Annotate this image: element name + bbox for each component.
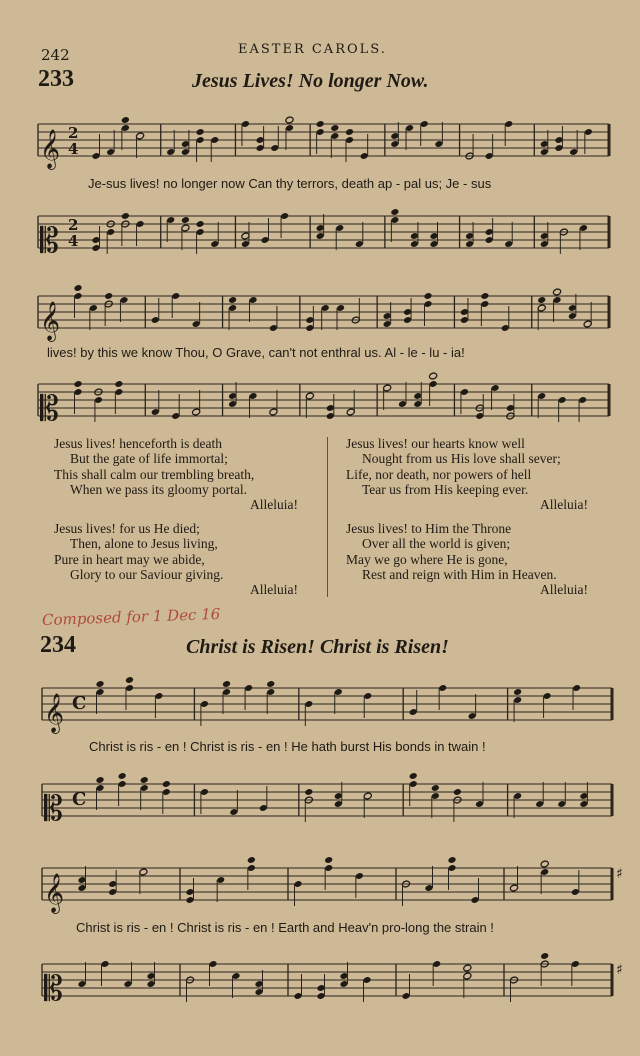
note-head bbox=[447, 856, 456, 864]
note-head bbox=[121, 116, 130, 124]
note-head bbox=[453, 788, 462, 796]
note-head bbox=[304, 788, 313, 796]
note-head bbox=[390, 208, 399, 216]
sharp-sign: ♯ bbox=[616, 962, 623, 978]
verse-3 bbox=[54, 521, 298, 597]
hymn-233-title: Jesus Lives! No longer Now. bbox=[192, 70, 429, 92]
hymn-233-lyrics-line-1: Je-sus lives! no longer now Can thy terrors, death ap - pal us; Je - sus bbox=[88, 176, 492, 191]
clef-symbol: 𝄞 bbox=[40, 129, 61, 169]
note-head bbox=[118, 772, 127, 780]
hymn-234-title: Christ is Risen! Christ is Risen! bbox=[186, 636, 449, 658]
time-signature-top: 2 bbox=[68, 216, 79, 234]
note-head bbox=[540, 952, 549, 960]
note-head bbox=[73, 284, 82, 292]
note-head bbox=[463, 964, 472, 972]
note-head bbox=[114, 380, 123, 388]
note-head bbox=[125, 676, 134, 684]
note-head bbox=[95, 776, 104, 784]
note-head bbox=[540, 860, 549, 868]
note-head bbox=[330, 124, 339, 132]
verse-4-alleluia: Alleluia! bbox=[540, 582, 588, 598]
verse-2-line-1: Jesus lives! our hearts know well bbox=[346, 436, 525, 451]
hymn-234-treble-staff-1 bbox=[0, 682, 640, 732]
hymn-233-treble-staff-1 bbox=[0, 118, 640, 168]
verse-2-alleluia: Alleluia! bbox=[540, 497, 588, 513]
note-head bbox=[73, 380, 82, 388]
hymn-234-bass-staff-2 bbox=[0, 958, 640, 1008]
hymn-234-treble-staff-2 bbox=[0, 862, 640, 912]
time-signature-bottom: 4 bbox=[68, 140, 79, 158]
note-head bbox=[285, 116, 294, 124]
note-head bbox=[95, 680, 104, 688]
note-head bbox=[537, 296, 546, 304]
note-head bbox=[553, 288, 562, 296]
verse-column-divider bbox=[327, 437, 328, 597]
clef-symbol: 𝄡 bbox=[44, 789, 63, 829]
verse-1-alleluia: Alleluia! bbox=[250, 497, 298, 513]
verse-1-line-2: But the gate of life immortal; bbox=[70, 451, 228, 467]
verse-3-line-4: Glory to our Saviour giving. bbox=[70, 566, 224, 582]
note-head bbox=[181, 216, 190, 224]
note-head bbox=[316, 120, 325, 128]
verse-3-line-2: Then, alone to Jesus living, bbox=[70, 536, 218, 552]
note-head bbox=[429, 372, 438, 380]
note-head bbox=[431, 784, 440, 792]
note-head bbox=[162, 780, 171, 788]
clef-symbol: 𝄞 bbox=[44, 873, 65, 913]
hymn-233-treble-staff-2 bbox=[0, 290, 640, 340]
hymn-234-lyrics-line-1: Christ is ris - en ! Christ is ris - en ! He hath burst His bonds in twain ! bbox=[89, 739, 486, 754]
clef-symbol: 𝄡 bbox=[40, 221, 59, 261]
note-head bbox=[266, 680, 275, 688]
page-number: 242 bbox=[41, 46, 70, 64]
note-head bbox=[196, 128, 205, 136]
clef-symbol: 𝄞 bbox=[40, 301, 61, 341]
verse-4-line-1: Jesus lives! to Him the Throne bbox=[346, 521, 512, 536]
verse-1-line-3: This shall calm our trembling breath, bbox=[54, 466, 255, 482]
note-head bbox=[140, 776, 149, 784]
running-head: EASTER CAROLS. bbox=[238, 42, 387, 57]
handwritten-annotation: Composed for 1 Dec 16 bbox=[41, 604, 221, 630]
verse-1-line-1: Jesus lives! henceforth is death bbox=[54, 436, 222, 451]
time-signature: C bbox=[72, 693, 87, 714]
hymn-233-bass-staff-2 bbox=[0, 378, 640, 428]
time-signature-top: 2 bbox=[68, 124, 79, 142]
clef-symbol: 𝄞 bbox=[44, 693, 65, 733]
hymn-234-number: 234 bbox=[40, 632, 76, 658]
note-head bbox=[513, 688, 522, 696]
sharp-sign: ♯ bbox=[616, 866, 623, 882]
hymn-234-lyrics-line-2: Christ is ris - en ! Christ is ris - en ! Earth and Heav'n pro-long the strain ! bbox=[76, 920, 494, 935]
verse-4-line-4: Rest and reign with Him in Heaven. bbox=[362, 566, 557, 582]
note-head bbox=[409, 772, 418, 780]
verse-2-line-4: Tear us from His keeping ever. bbox=[362, 481, 529, 497]
note-head bbox=[423, 292, 432, 300]
verse-3-alleluia: Alleluia! bbox=[250, 582, 298, 598]
note-head bbox=[247, 856, 256, 864]
verse-4-line-3: May we go where He is gone, bbox=[346, 551, 508, 567]
verse-3-line-3: Pure in heart may we abide, bbox=[54, 551, 205, 567]
hymn-233-number: 233 bbox=[38, 66, 74, 92]
note-head bbox=[480, 292, 489, 300]
note-head bbox=[345, 128, 354, 136]
time-signature: C bbox=[72, 789, 87, 810]
verse-1 bbox=[54, 436, 298, 512]
note-head bbox=[196, 220, 205, 228]
verse-4-line-2: Over all the world is given; bbox=[362, 536, 511, 552]
verse-3-line-1: Jesus lives! for us He died; bbox=[54, 521, 200, 536]
note-head bbox=[222, 680, 231, 688]
note-head bbox=[121, 212, 130, 220]
verse-2-line-3: Life, nor death, nor powers of hell bbox=[346, 466, 532, 482]
verse-4 bbox=[346, 521, 588, 597]
hymn-233-bass-staff-1 bbox=[0, 210, 640, 260]
note-head bbox=[228, 296, 237, 304]
hymn-234-bass-staff-1 bbox=[0, 778, 640, 828]
clef-symbol: 𝄡 bbox=[44, 969, 63, 1009]
note-head bbox=[104, 292, 113, 300]
clef-symbol: 𝄡 bbox=[40, 389, 59, 429]
note-head bbox=[324, 856, 333, 864]
hymn-233-lyrics-line-2: lives! by this we know Thou, O Grave, can't not enthral us. Al - le - lu - ia! bbox=[47, 345, 465, 360]
verse-1-line-4: When we pass its gloomy portal. bbox=[70, 481, 247, 497]
verse-2-line-2: Nought from us His love shall sever; bbox=[362, 451, 561, 467]
verse-2 bbox=[346, 436, 588, 512]
time-signature-bottom: 4 bbox=[68, 232, 79, 250]
